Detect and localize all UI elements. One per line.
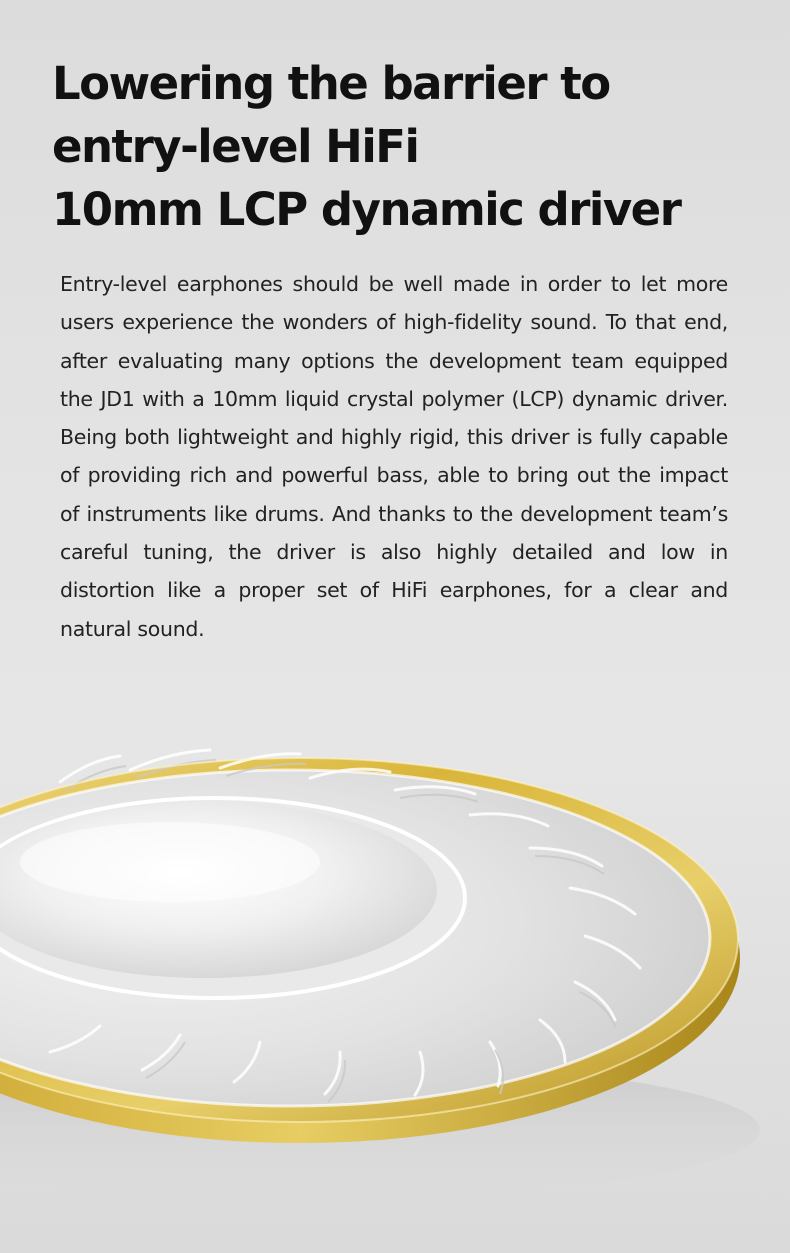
headline [52, 52, 752, 241]
lcp-driver-illustration [0, 690, 790, 1253]
headline-line-3: 10mm LCP dynamic driver [52, 183, 681, 236]
headline-line-2: entry-level HiFi [52, 120, 419, 173]
description-paragraph: Entry-level earphones should be well made in order to let more users experience the wonders of high-fidelity sound. To that end, after evaluating many options the development team equipped the JD1 with a 10mm liquid crystal polymer (LCP) dynamic driver. Being both lightweight and highly rigid, this driver is fully capable of providing rich and powerful bass, able to bring out the impact of instruments like drums. And thanks to the development team’s careful tuning, the driver is also highly detailed and low in distortion like a proper set of HiFi earphones, for a clear and natural sound. [60, 272, 728, 641]
headline-line-1: Lowering the barrier to [52, 57, 610, 110]
